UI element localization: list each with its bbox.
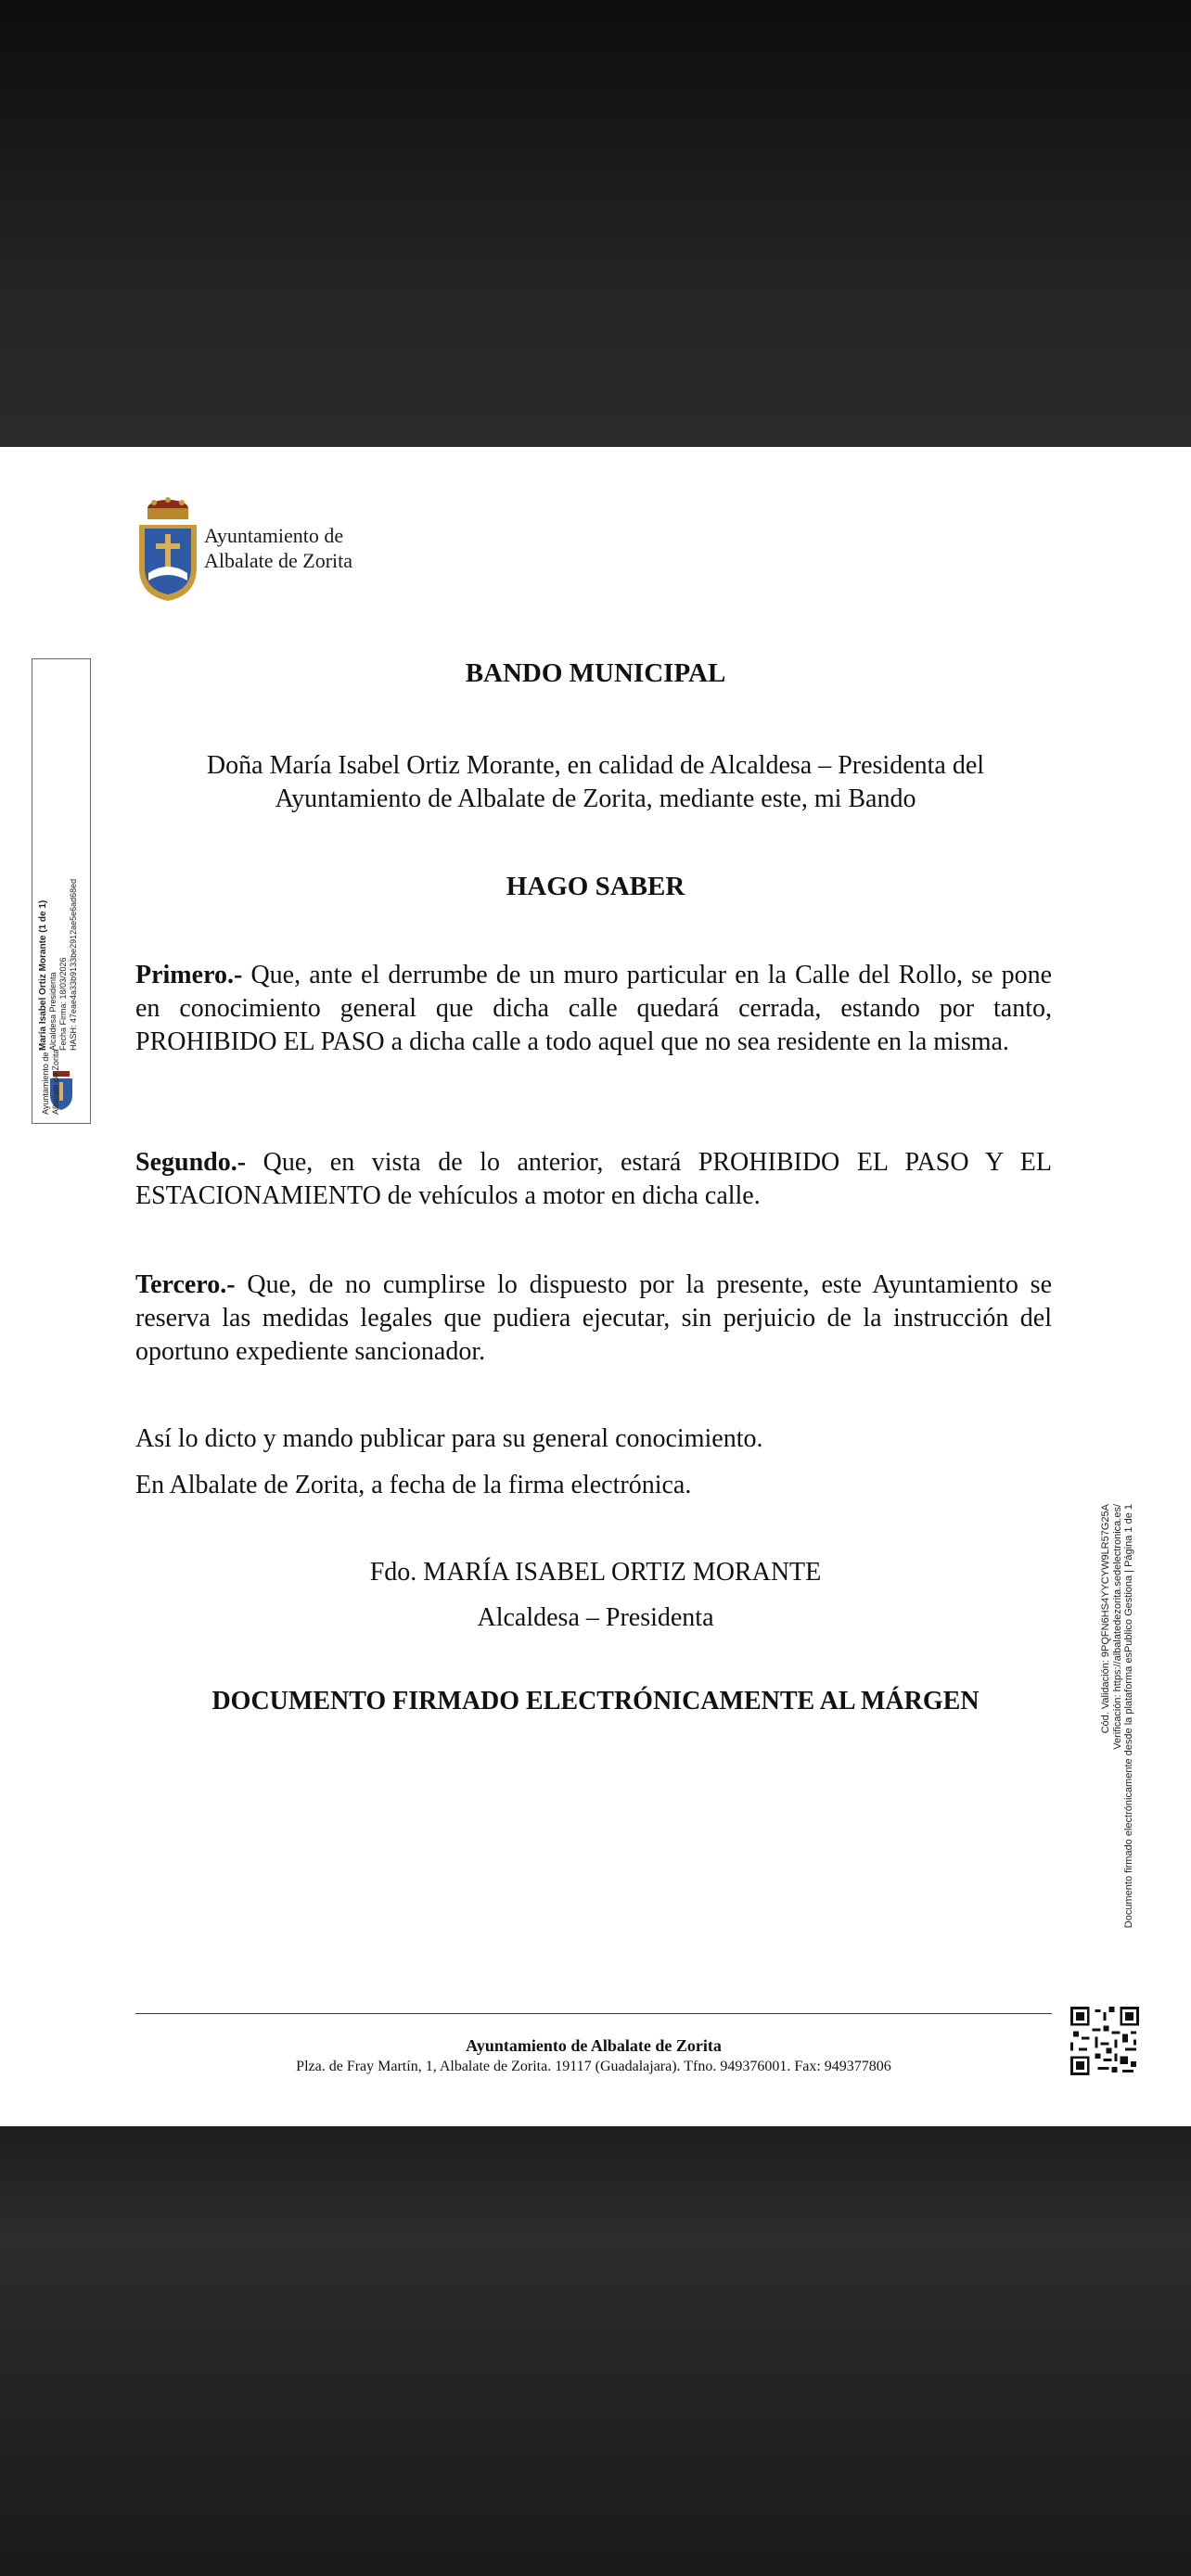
stamp-org xyxy=(41,966,69,1115)
municipality-name-line1: Ayuntamiento de xyxy=(204,524,344,547)
paragraph-segundo xyxy=(135,1146,1052,1213)
stamp-role: Alcaldesa Presidenta xyxy=(48,972,58,1051)
closing-line2: En Albalate de Zorita, a fecha de la firma electrónica. xyxy=(135,1471,692,1499)
intro-paragraph xyxy=(93,749,1098,816)
footer-address: Plza. de Fray Martín, 1, Albalate de Zorita. 19117 (Guadalajara). Tfno. 949376001. Fax: 949377806 xyxy=(296,2059,891,2074)
footer-divider xyxy=(135,2013,1052,2014)
stamp-date: Fecha Firma: 18/03/2026 xyxy=(58,957,68,1051)
paragraph-tercero xyxy=(135,1269,1052,1369)
document-title: BANDO MUNICIPAL xyxy=(465,658,726,688)
stamp-hash: HASH: 47eae4a33b9133be2912ae5e6ad68ed xyxy=(69,878,78,1051)
verification-text xyxy=(1100,1504,1137,2005)
bottom-dark-area xyxy=(0,2126,1191,2576)
intro-line2: Ayuntamiento de Albalate de Zorita, mediante este, mi Bando xyxy=(275,784,916,813)
closing-line1: Así lo dicto y mando publicar para su general conocimiento. xyxy=(135,1424,763,1453)
municipality-name-line2: Albalate de Zorita xyxy=(204,549,353,572)
document-page xyxy=(0,447,1191,2126)
paragraph-segundo-label: Segundo.- xyxy=(135,1148,247,1177)
paragraph-primero-text: Que, ante el derrumbe de un muro particular en la Calle del Rollo, se pone en conocimiento general que dicha calle quedará cerrada, estando por tanto, PROHIBIDO EL PASO a dicha calle a todo aquel que no sea residente en la misma. xyxy=(135,961,1052,1056)
signed-electronically-note: DOCUMENTO FIRMADO ELECTRÓNICAMENTE AL MÁRGEN xyxy=(211,1687,980,1715)
paragraph-segundo-text: Que, en vista de lo anterior, estará PROHIBIDO EL PASO Y EL ESTACIONAMIENTO de vehículos a motor en dicha calle. xyxy=(135,1148,1052,1210)
verification-url: Verificación: https://albalatedezorita.sedelectronica.es/ xyxy=(1111,1504,1123,1750)
municipality-name xyxy=(204,523,352,573)
paragraph-primero-label: Primero.- xyxy=(135,961,243,989)
stamp-signer: María Isabel Ortiz Morante (1 de 1) xyxy=(38,899,48,1051)
verification-code: Cód. Validación: 9PQFN6HS4YYCYW9LR57G25A xyxy=(1100,1504,1111,1734)
stamp-org-line2: Albalate de Zorita xyxy=(51,1049,60,1115)
qr-code xyxy=(1070,2007,1139,2075)
signature-role: Alcaldesa – Presidenta xyxy=(477,1603,714,1632)
paragraph-tercero-label: Tercero.- xyxy=(135,1270,236,1299)
coat-of-arms-logo xyxy=(134,495,202,606)
signature-name: Fdo. MARÍA ISABEL ORTIZ MORANTE xyxy=(369,1558,822,1587)
verification-platform: Documento firmado electrónicamente desde la plataforma esPublico Gestiona | Página 1 de 1 xyxy=(1123,1504,1134,1929)
stamp-org-line1: Ayuntamiento de xyxy=(41,1052,50,1115)
footer-municipality: Ayuntamiento de Albalate de Zorita xyxy=(466,2036,722,2055)
intro-line1: Doña María Isabel Ortiz Morante, en calidad de Alcaldesa – Presidenta del xyxy=(206,751,985,780)
document-subtitle: HAGO SABER xyxy=(506,872,685,901)
paragraph-primero xyxy=(135,959,1052,1059)
paragraph-tercero-text: Que, de no cumplirse lo dispuesto por la presente, este Ayuntamiento se reserva las medidas legales que pudiera ejecutar, sin perjuicio de la instrucción del oportuno expediente sancionador. xyxy=(135,1270,1052,1366)
